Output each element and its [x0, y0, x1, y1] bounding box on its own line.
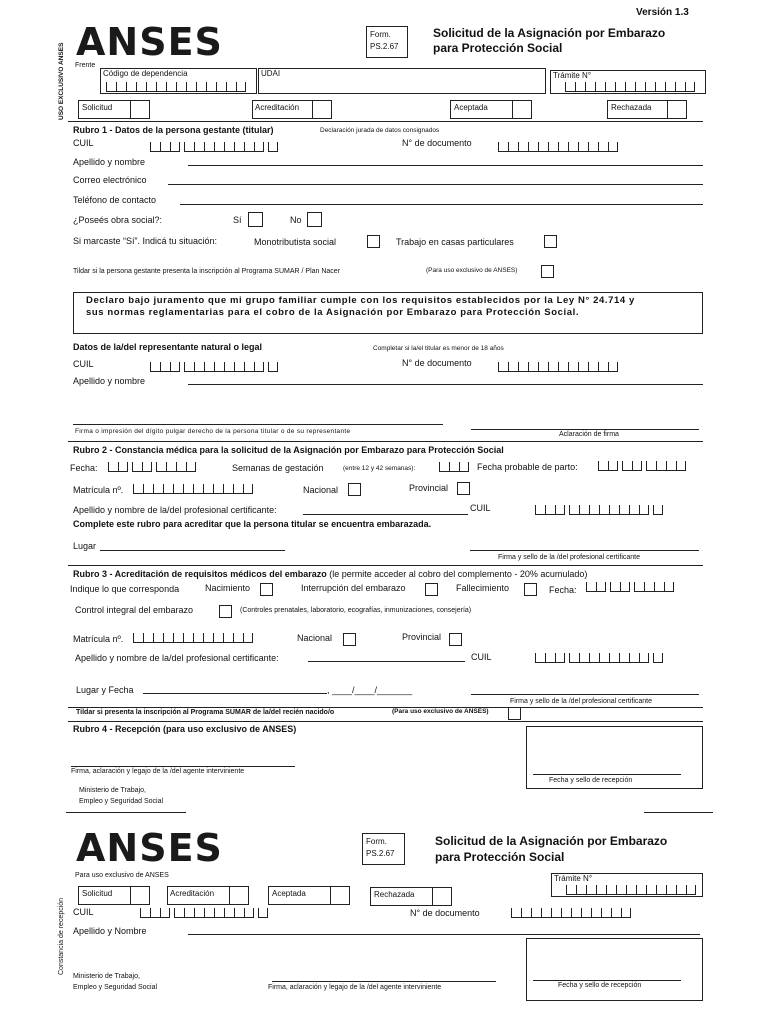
casas-particulares-label: Trabajo en casas particulares — [396, 237, 514, 247]
indique-label: Indique lo que corresponda — [70, 584, 180, 594]
codigo-dependencia-field[interactable] — [100, 68, 257, 94]
form-code-box — [366, 26, 408, 58]
acreditacion-label: Acreditación — [255, 103, 300, 112]
constancia-tramite-field[interactable] — [551, 873, 703, 897]
rechazada-status[interactable] — [607, 100, 687, 119]
form-code-line2: PS.2.67 — [370, 42, 399, 51]
rubro2-fecha-input[interactable] — [108, 460, 196, 472]
rechazada-label: Rechazada — [611, 103, 652, 112]
obra-social-label: ¿Poseés obra social?: — [73, 215, 163, 225]
representante-apellido-input[interactable] — [188, 384, 703, 385]
obra-social-si-label: Sí — [233, 215, 242, 225]
rubro2-fecha-label: Fecha: — [70, 463, 98, 473]
rubro4-firma-line[interactable] — [71, 766, 295, 767]
rubro3-sumar-uso-anses: (Para uso exclusivo de ANSES) — [392, 708, 489, 715]
rubro1-cuil-input[interactable] — [150, 140, 278, 152]
rubro2-complete-note: Complete este rubro para acreditar que la persona titular se encuentra embarazada. — [73, 519, 432, 529]
aclaracion-label: Aclaración de firma — [559, 431, 619, 438]
constancia-ministerio-1: Ministerio de Trabajo, — [73, 973, 140, 980]
rubro2-title: Rubro 2 - Constancia médica para la solicitud de la Asignación por Embarazo para Protección Social — [73, 445, 504, 455]
rubro3-matricula-input[interactable] — [133, 631, 253, 643]
representante-apellido-label: Apellido y nombre — [73, 376, 146, 386]
rubro3-profesional-input[interactable] — [308, 661, 465, 662]
rubro2-cuil-input[interactable] — [535, 503, 663, 515]
rubro3-provincial-label: Provincial — [402, 632, 442, 642]
fecha-parto-input[interactable] — [598, 459, 686, 471]
codigo-dependencia-label: Código de dependencia — [103, 69, 188, 78]
obra-social-no-checkbox[interactable] — [307, 212, 322, 227]
solicitud-status[interactable] — [78, 100, 150, 119]
rubro2-lugar-label: Lugar — [73, 541, 97, 551]
constancia-form-code-line2: PS.2.67 — [366, 849, 395, 858]
rubro3-provincial-checkbox[interactable] — [449, 633, 462, 646]
version-label: Versión 1.3 — [636, 7, 689, 18]
representante-cuil-label: CUIL — [73, 359, 94, 369]
declaracion-box — [73, 292, 703, 334]
casas-particulares-checkbox[interactable] — [544, 235, 557, 248]
rubro2-matricula-input[interactable] — [133, 482, 253, 494]
rubro1-correo-input[interactable] — [168, 184, 703, 185]
monotributista-label: Monotributista social — [254, 237, 337, 247]
sumar-uso-anses: (Para uso exclusivo de ANSES) — [426, 267, 518, 274]
constancia-aceptada-status[interactable] — [268, 886, 350, 905]
rubro1-documento-label: N° de documento — [402, 138, 472, 148]
frente-label: Frente — [75, 62, 96, 69]
control-integral-note: (Controles prenatales, laboratorio, ecografías, inmunizaciones, consejería) — [240, 607, 472, 614]
rubro1-cuil-label: CUIL — [73, 138, 94, 148]
rubro2-profesional-label: Apellido y nombre de la/del profesional certificante: — [73, 505, 277, 515]
fallecimiento-checkbox[interactable] — [524, 583, 537, 596]
sumar-label: Tildar si la persona gestante presenta la inscripción al Programa SUMAR / Plan Nacer — [73, 268, 341, 275]
form-code-line1: Form. — [370, 30, 391, 39]
tramite-field[interactable] — [550, 70, 706, 94]
nacimiento-checkbox[interactable] — [260, 583, 273, 596]
rubro2-nacional-checkbox[interactable] — [348, 483, 361, 496]
constancia-title-line2: para Protección Social — [435, 850, 565, 864]
firma-titular-line[interactable] — [73, 424, 443, 425]
aceptada-label: Aceptada — [454, 103, 488, 112]
rubro4-sello-box[interactable] — [526, 726, 703, 789]
constancia-title-line1: Solicitud de la Asignación por Embarazo — [435, 834, 668, 848]
rubro1-note: Declaración jurada de datos consignados — [320, 127, 440, 134]
rubro2-nacional-label: Nacional — [303, 485, 339, 495]
obra-social-si-checkbox[interactable] — [248, 212, 263, 227]
rubro2-firma-label: Firma y sello de la /del profesional certificante — [498, 554, 641, 561]
rubro3-nacional-checkbox[interactable] — [343, 633, 356, 646]
uso-exclusivo-side-label: USO EXCLUSIVO ANSES — [58, 42, 65, 120]
constancia-anses-logo: ANSES — [76, 826, 223, 870]
rubro3-profesional-label: Apellido y nombre de la/del profesional certificante: — [75, 653, 279, 663]
constancia-acreditacion-status[interactable] — [167, 886, 249, 905]
obra-social-no-label: No — [290, 215, 302, 225]
rubro2-provincial-checkbox[interactable] — [457, 482, 470, 495]
representante-title: Datos de la/del representante natural o legal — [73, 342, 263, 352]
constancia-cuil-input[interactable] — [140, 906, 268, 918]
rubro3-nacional-label: Nacional — [297, 633, 333, 643]
interrupcion-checkbox[interactable] — [425, 583, 438, 596]
rubro4-ministerio-1: Ministerio de Trabajo, — [79, 787, 146, 794]
constancia-solicitud-status[interactable] — [78, 886, 150, 905]
constancia-cuil-label: CUIL — [73, 907, 94, 917]
representante-cuil-input[interactable] — [150, 360, 278, 372]
page-title-line2: para Protección Social — [433, 41, 563, 55]
nacimiento-label: Nacimiento — [205, 583, 251, 593]
rubro1-correo-label: Correo electrónico — [73, 175, 147, 185]
rubro3-sumar-checkbox[interactable] — [508, 707, 521, 720]
page-title-line1: Solicitud de la Asignación por Embarazo — [433, 26, 666, 40]
constancia-ministerio-2: Empleo y Seguridad Social — [73, 984, 158, 991]
representante-note: Completar si la/el titular es menor de 18 años — [373, 345, 504, 352]
constancia-side-label: Constancia de recepción — [58, 897, 65, 975]
rubro3-lugar-fecha-label: Lugar y Fecha — [76, 685, 134, 695]
representante-documento-label: N° de documento — [402, 358, 472, 368]
rubro3-title-row — [73, 569, 587, 579]
anses-logo: ANSES — [76, 20, 223, 64]
constancia-firma-line[interactable] — [272, 981, 496, 982]
representante-documento-input[interactable] — [498, 360, 618, 372]
constancia-form-code-box — [362, 833, 405, 865]
constancia-documento-input[interactable] — [511, 906, 631, 918]
tramite-label: Trámite N° — [553, 71, 592, 80]
constancia-aceptada-label: Aceptada — [272, 889, 306, 898]
constancia-apellido-label: Apellido y Nombre — [73, 926, 147, 936]
udai-field[interactable] — [258, 68, 546, 94]
firma-titular-label: Firma o impresión del dígito pulgar derecho de la persona titular o de su representante — [75, 428, 351, 435]
rubro4-firma-label: Firma, aclaración y legajo de la /del agente interviniente — [71, 768, 245, 775]
declaracion-text: Declaro bajo juramento que mi grupo familiar cumple con los requisitos establecidos por la Ley N° 24.714 y sus normas reglamentarias para el cobro de la Asignación por Embarazo para Protección Social. — [86, 295, 635, 318]
acreditacion-status[interactable] — [252, 100, 332, 119]
control-integral-checkbox[interactable] — [219, 605, 232, 618]
fallecimiento-label: Fallecimiento — [456, 583, 510, 593]
rubro2-matricula-label: Matrícula nº. — [73, 485, 124, 495]
rubro2-profesional-input[interactable] — [303, 514, 468, 515]
rubro3-matricula-label: Matrícula nº. — [73, 634, 124, 644]
rubro3-sumar-label: Tildar si presenta la inscripción al Programa SUMAR de la/del recién nacido/o — [76, 709, 335, 716]
constancia-documento-label: N° de documento — [410, 908, 480, 918]
monotributista-checkbox[interactable] — [367, 235, 380, 248]
constancia-solicitud-label: Solicitud — [82, 889, 113, 898]
rubro3-firma-label: Firma y sello de la /del profesional certificante — [510, 698, 653, 705]
constancia-rechazada-label: Rechazada — [374, 890, 415, 899]
rubro1-apellido-input[interactable] — [188, 165, 703, 166]
constancia-apellido-input[interactable] — [188, 934, 700, 935]
semanas-input[interactable] — [439, 460, 469, 472]
constancia-sello-box[interactable] — [526, 938, 703, 1001]
situacion-label: Si marcaste “Sí”. Indicá tu situación: — [73, 236, 218, 246]
rubro1-telefono-label: Teléfono de contacto — [73, 195, 157, 205]
aclaracion-line[interactable] — [471, 429, 699, 430]
rubro1-telefono-input[interactable] — [180, 204, 703, 205]
rubro2-firma-line[interactable] — [470, 550, 699, 551]
constancia-rechazada-status[interactable] — [370, 887, 452, 906]
constancia-tramite-label: Trámite N° — [554, 874, 593, 883]
rubro1-apellido-label: Apellido y nombre — [73, 157, 146, 167]
sumar-checkbox[interactable] — [541, 265, 554, 278]
rubro3-fecha-label: Fecha: — [549, 585, 577, 595]
control-integral-label: Control integral del embarazo — [75, 605, 194, 615]
rubro3-cuil-input[interactable] — [535, 651, 663, 663]
rubro2-lugar-input[interactable] — [100, 550, 285, 551]
interrupcion-label: Interrupción del embarazo — [301, 583, 406, 593]
rubro3-fecha-slashes[interactable]: , ____/____/_______ — [327, 685, 413, 695]
rubro4-fecha-sello-label: Fecha y sello de recepción — [549, 777, 633, 784]
rubro1-documento-input[interactable] — [498, 140, 618, 152]
constancia-firma-label: Firma, aclaración y legajo de la /del agente interviniente — [268, 984, 442, 991]
rubro4-title: Rubro 4 - Recepción (para uso exclusivo de ANSES) — [73, 724, 297, 734]
rubro3-firma-line[interactable] — [471, 694, 699, 695]
rubro3-title: Rubro 3 - Acreditación de requisitos médicos del embarazo — [73, 569, 327, 579]
semanas-note: (entre 12 y 42 semanas): — [343, 465, 416, 472]
rubro2-cuil-label: CUIL — [470, 503, 491, 513]
rubro3-fecha-input[interactable] — [586, 580, 674, 592]
fecha-parto-label: Fecha probable de parto: — [477, 462, 578, 472]
semanas-label: Semanas de gestación — [232, 463, 324, 473]
rubro3-cuil-label: CUIL — [471, 652, 492, 662]
rubro2-provincial-label: Provincial — [409, 483, 449, 493]
constancia-acreditacion-label: Acreditación — [170, 889, 215, 898]
constancia-uso-anses: Para uso exclusivo de ANSES — [75, 872, 169, 879]
rubro4-ministerio-2: Empleo y Seguridad Social — [79, 798, 164, 805]
rubro3-lugar-input[interactable] — [143, 693, 327, 694]
solicitud-label: Solicitud — [82, 103, 113, 112]
constancia-fecha-sello-label: Fecha y sello de recepción — [558, 982, 642, 989]
udai-label: UDAI — [261, 69, 281, 78]
rubro1-title: Rubro 1 - Datos de la persona gestante (titular) — [73, 125, 274, 135]
rubro3-title-note: (le permite acceder al cobro del complemento - 20% acumulado) — [329, 569, 588, 579]
constancia-form-code-line1: Form. — [366, 837, 387, 846]
aceptada-status[interactable] — [450, 100, 532, 119]
